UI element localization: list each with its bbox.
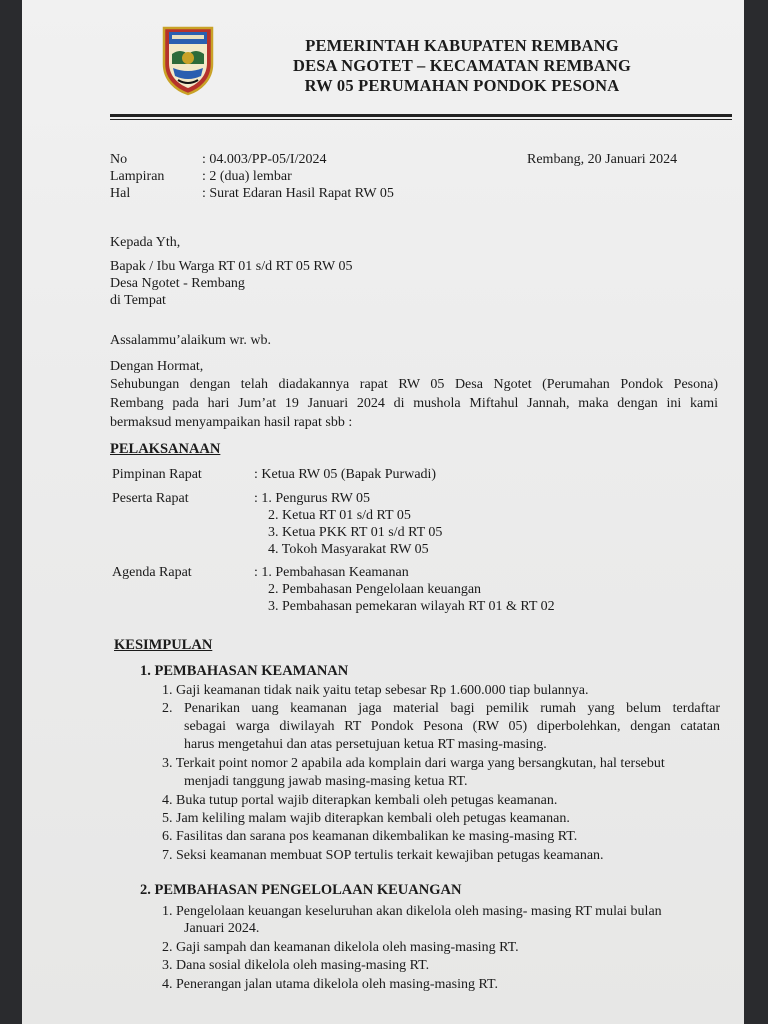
peserta-item: 4. Tokoh Masyarakat RW 05 — [268, 542, 429, 557]
recipient-to: Kepada Yth, — [110, 235, 181, 250]
recipient-line-1: Bapak / Ibu Warga RT 01 s/d RT 05 RW 05 — [110, 259, 353, 274]
hal-label: Hal — [110, 186, 131, 201]
keuangan-item: 3. Dana sosial dikelola oleh masing-masing RT. — [162, 958, 430, 973]
hal-value: : Surat Edaran Hasil Rapat RW 05 — [202, 186, 394, 201]
peserta-item: 3. Ketua PKK RT 01 s/d RT 05 — [268, 525, 443, 540]
keamanan-item-cont: menjadi tanggung jawab masing-masing ketua RT. — [184, 774, 468, 789]
intro-line-2: Rembang pada hari Jum’at 19 Januari 2024 di mushola Miftahul Jannah, maka dengan ini kami — [110, 396, 718, 411]
intro-line-3: bermaksud menyampaikan hasil rapat sbb : — [110, 415, 353, 430]
keuangan-item: 4. Penerangan jalan utama dikelola oleh masing-masing RT. — [162, 977, 498, 992]
keuangan-item: 2. Gaji sampah dan keamanan dikelola oleh masing-masing RT. — [162, 940, 519, 955]
greeting: Assalammu’alaikum wr. wb. — [110, 333, 271, 348]
opening: Dengan Hormat, — [110, 359, 204, 374]
no-value: : 04.003/PP-05/I/2024 — [202, 152, 327, 167]
section-keamanan-title: 1. PEMBAHASAN KEAMANAN — [140, 663, 349, 679]
agenda-item: : 1. Pembahasan Keamanan — [254, 565, 409, 580]
section-keuangan-title: 2. PEMBAHASAN PENGELOLAAN KEUANGAN — [140, 882, 462, 898]
place-date: Rembang, 20 Januari 2024 — [527, 152, 678, 167]
keamanan-item-cont: harus mengetahui dan atas persetujuan ketua RT masing-masing. — [184, 737, 547, 752]
peserta-label: Peserta Rapat — [112, 491, 189, 506]
recipient-line-2: Desa Ngotet - Rembang — [110, 276, 245, 291]
kabupaten-rembang-crest-icon — [160, 24, 216, 96]
keamanan-item: 3. Terkait point nomor 2 apabila ada komplain dari warga yang bersangkutan, hal tersebut — [162, 756, 665, 771]
letterhead — [252, 36, 672, 96]
keamanan-item: 7. Seksi keamanan membuat SOP tertulis terkait kewajiban petugas keamanan. — [162, 848, 604, 863]
keamanan-item: 6. Fasilitas dan sarana pos keamanan dikembalikan ke masing-masing RT. — [162, 829, 578, 844]
letterhead-rule — [110, 114, 732, 117]
keamanan-item: 2. Penarikan uang keamanan jaga material bagi pemilik rumah yang belum terdaftar — [162, 701, 720, 716]
kesimpulan-title: KESIMPULAN — [114, 637, 213, 653]
letterhead-line-2: DESA NGOTET – KECAMATAN REMBANG — [292, 56, 632, 75]
lampiran-value: : 2 (dua) lembar — [202, 169, 292, 184]
keuangan-item: 1. Pengelolaan keuangan keseluruhan akan dikelola oleh masing- masing RT mulai bulan — [162, 904, 662, 919]
recipient-line-3: di Tempat — [110, 293, 166, 308]
lampiran-label: Lampiran — [110, 169, 165, 184]
pimpinan-value: : Ketua RW 05 (Bapak Purwadi) — [254, 467, 437, 482]
peserta-item: 2. Ketua RT 01 s/d RT 05 — [268, 508, 411, 523]
agenda-label: Agenda Rapat — [112, 565, 192, 580]
keamanan-item: 4. Buka tutup portal wajib diterapkan kembali oleh petugas keamanan. — [162, 793, 558, 808]
keuangan-item-cont: Januari 2024. — [184, 921, 260, 936]
letterhead-line-1: PEMERINTAH KABUPATEN REMBANG — [305, 36, 619, 55]
intro-line-1: Sehubungan dengan telah diadakannya rapat RW 05 Desa Ngotet (Perumahan Pondok Pesona) — [110, 377, 718, 392]
pelaksanaan-title: PELAKSANAAN — [110, 441, 221, 457]
keamanan-item: 5. Jam keliling malam wajib diterapkan kembali oleh petugas keamanan. — [162, 811, 570, 826]
agenda-item: 3. Pembahasan pemekaran wilayah RT 01 & RT 02 — [268, 599, 555, 614]
letter-page — [22, 0, 744, 1024]
no-label: No — [110, 152, 128, 167]
letterhead-line-3: RW 05 PERUMAHAN PONDOK PESONA — [304, 76, 620, 95]
keamanan-item-cont: sebagai warga diwilayah RT Pondok Pesona (RW 05) diperbolehkan, dengan catatan — [184, 719, 720, 734]
peserta-item: : 1. Pengurus RW 05 — [254, 491, 371, 506]
keamanan-item: 1. Gaji keamanan tidak naik yaitu tetap sebesar Rp 1.600.000 tiap bulannya. — [162, 683, 589, 698]
letterhead-rule-thin — [110, 119, 732, 120]
pimpinan-label: Pimpinan Rapat — [112, 467, 202, 482]
agenda-item: 2. Pembahasan Pengelolaan keuangan — [268, 582, 482, 597]
